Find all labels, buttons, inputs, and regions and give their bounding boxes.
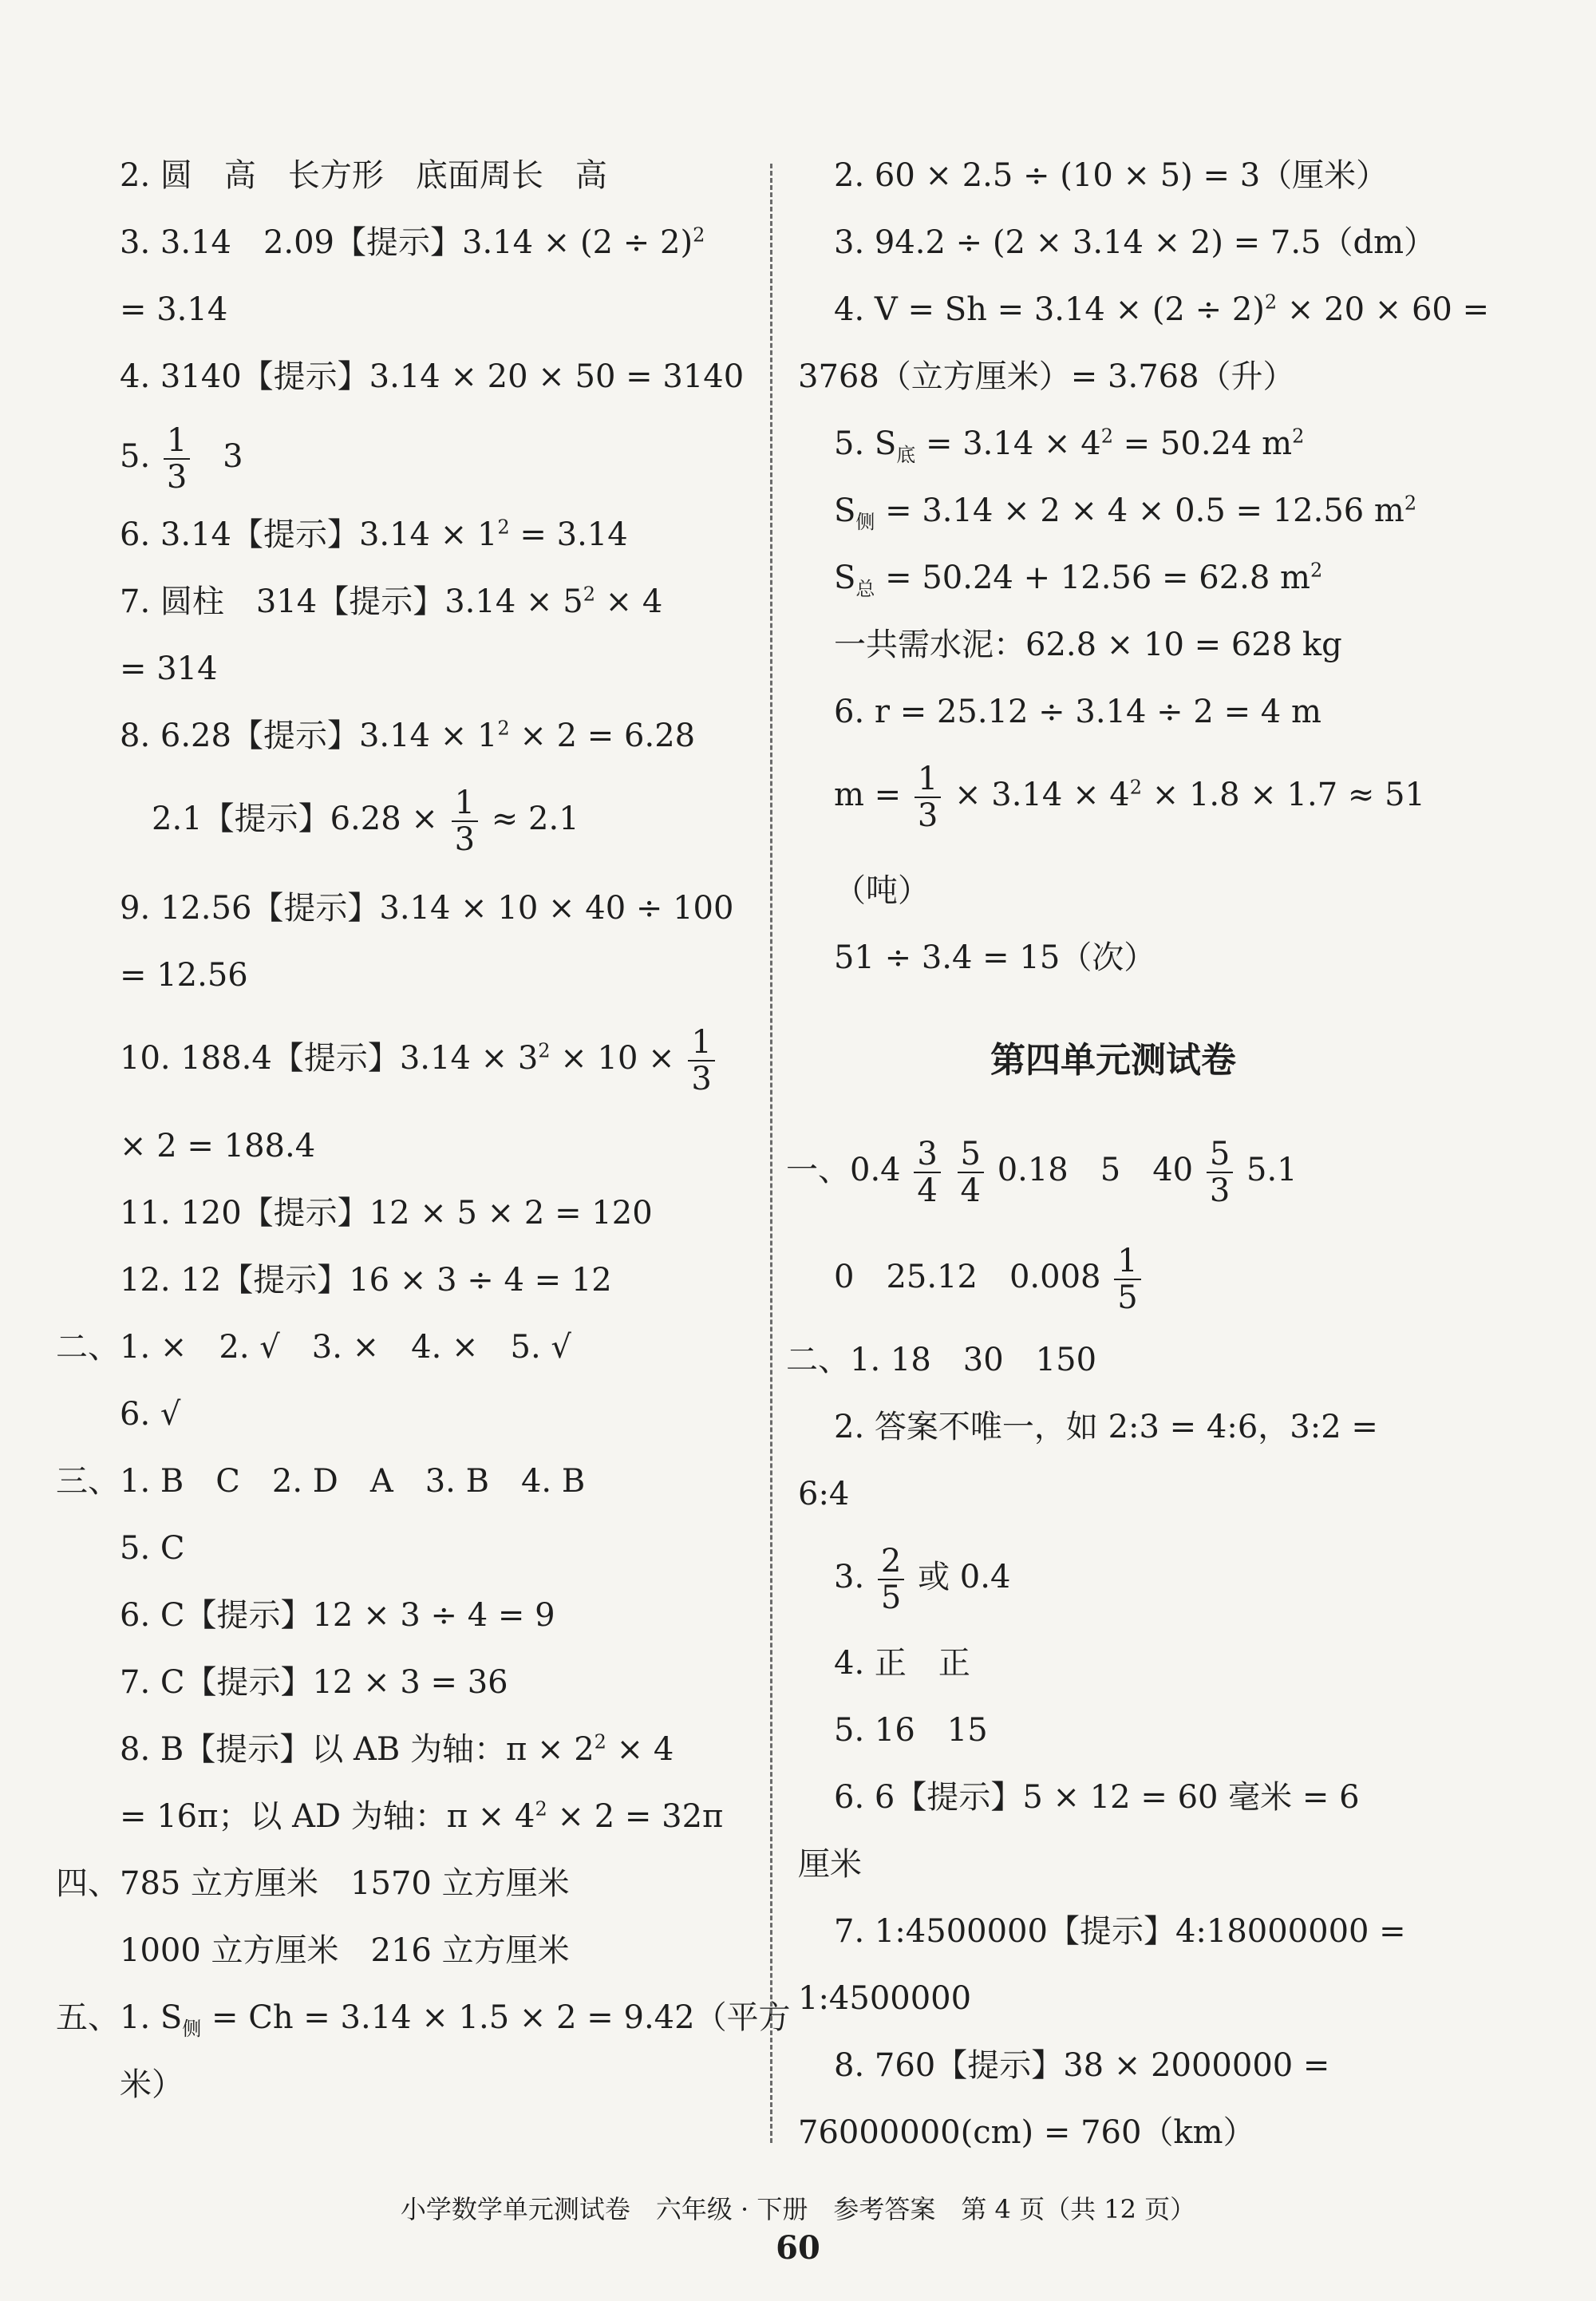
answer-line: 7. C【提示】12 × 3 = 36 bbox=[120, 1664, 508, 1701]
answer-line: $S_总 = 50.24 + 12.56 = 62.8$ $m^2$ bbox=[834, 559, 1323, 600]
answer-line: 2. 答案不唯一，如 2:3 = 4:6，3:2 = bbox=[834, 1409, 1378, 1445]
fraction: $\frac{1}{3}$ bbox=[164, 425, 190, 493]
answer-line: = 16π；以 AD 为轴：$\pi \times 4^2 \times 2 = 32\pi$ bbox=[120, 1797, 724, 1835]
fraction: $\frac{5}{3}$ bbox=[1207, 1138, 1233, 1207]
answer-line: 5. C bbox=[120, 1530, 185, 1567]
fraction: $\frac{1}{3}$ bbox=[452, 787, 478, 856]
answer-line: 2. 圆 高 长方形 底面周长 高 bbox=[120, 157, 607, 194]
answer-line: $S_侧 = 3.14 \times 2 \times 4 \times 0.5 = 12.56$ $m^2$ bbox=[834, 492, 1417, 533]
answer-line: （吨） bbox=[834, 872, 930, 909]
answer-line: 6:4 bbox=[798, 1476, 850, 1512]
answer-line: 6. 3.14【提示】$3.14 \times 1^2 = 3.14$ bbox=[120, 516, 628, 553]
answer-line: 3768（立方厘米）= 3.768（升） bbox=[798, 358, 1295, 395]
answer-line: 10. 188.4【提示】$3.14 \times 3^2 \times 10$ × $\frac{1}{3}$ bbox=[120, 1026, 718, 1090]
answer-line: = 3.14 bbox=[120, 291, 228, 328]
answer-line: 米） bbox=[120, 2066, 184, 2103]
footer-caption: 小学数学单元测试卷 六年级 · 下册 参考答案 第 4 页（共 12 页） bbox=[400, 2194, 1196, 2224]
answer-line: 五、1. $S_侧 = Ch = 3.14 \times 1.5 \times 2 = 9.42$（平方 bbox=[56, 1999, 791, 2040]
column-divider bbox=[770, 164, 772, 2143]
fraction: $\frac{5}{4}$ bbox=[958, 1138, 984, 1207]
answer-line: 二、1. × 2. √ 3. × 4. × 5. √ bbox=[56, 1329, 571, 1366]
answer-line: 7. 1:4500000【提示】4:18000000 = bbox=[834, 1913, 1406, 1950]
answer-line: 厘米 bbox=[798, 1846, 862, 1883]
fraction: $\frac{3}{4}$ bbox=[914, 1138, 940, 1207]
answer-line: 3. 3.14 2.09【提示】$3.14 \times (2 \div 2)^2$ bbox=[120, 223, 705, 261]
answer-line: 2.1【提示】6.28 × $\frac{1}{3}$ ≈ 2.1 bbox=[152, 785, 579, 858]
answer-line: 5. $S_底 = 3.14 \times 4^2 = 50.24$ $m^2$ bbox=[834, 425, 1305, 466]
answer-line: 12. 12【提示】16 × 3 ÷ 4 = 12 bbox=[120, 1262, 612, 1299]
page-number: 60 bbox=[776, 2229, 820, 2267]
answer-line: 6. r = 25.12 ÷ 3.14 ÷ 2 = 4 m bbox=[834, 694, 1321, 730]
answer-line: 8. 6.28【提示】$3.14 \times 1^2 \times 2 = 6.28$ bbox=[120, 717, 696, 754]
answer-line: 8. B【提示】以 AB 为轴：$\pi \times 2^2 \times 4$ bbox=[120, 1730, 674, 1768]
answer-line: 6. C【提示】12 × 3 ÷ 4 = 9 bbox=[120, 1597, 555, 1634]
answer-line: 6. √ bbox=[120, 1396, 181, 1433]
answer-line: 三、1. B C 2. D A 3. B 4. B bbox=[56, 1463, 586, 1500]
answer-line: 76000000(cm) = 760（km） bbox=[798, 2114, 1255, 2151]
answer-line: 1000 立方厘米 216 立方厘米 bbox=[120, 1932, 570, 1969]
fraction: $\frac{1}{5}$ bbox=[1114, 1245, 1140, 1314]
answer-line: 一、0.4 $\frac{3}{4}$ $\frac{5}{4}$ 0.18 5 40 $\frac{5}{3}$ 5.1 bbox=[786, 1136, 1298, 1209]
answer-line: 5. 16 15 bbox=[834, 1712, 988, 1749]
answer-line: 0 25.12 0.008 $\frac{1}{5}$ bbox=[834, 1245, 1144, 1309]
answer-line: 4. $V = Sh = 3.14 \times (2 \div 2)^2 \times 20 \times 60$ = bbox=[834, 291, 1490, 328]
answer-line: 9. 12.56【提示】3.14 × 10 × 40 ÷ 100 bbox=[120, 890, 734, 927]
answer-line: 7. 圆柱 314【提示】$3.14 \times 5^2 \times 4$ bbox=[120, 583, 663, 620]
answer-line: 3. 94.2 ÷ (2 × 3.14 × 2) = 7.5（dm） bbox=[834, 224, 1436, 261]
answer-line: 11. 120【提示】12 × 5 × 2 = 120 bbox=[120, 1195, 653, 1232]
answer-line: = 314 bbox=[120, 650, 218, 687]
answer-line: × 2 = 188.4 bbox=[120, 1128, 316, 1164]
answer-line: m = $\frac{1}{3}$ × $3.14 \times 4^2 \times 1.8 \times 1.7 \approx 51$ bbox=[834, 761, 1425, 834]
answer-line: 8. 760【提示】38 × 2000000 = bbox=[834, 2047, 1330, 2084]
fraction: $\frac{2}{5}$ bbox=[878, 1545, 904, 1614]
answer-line: 4. 正 正 bbox=[834, 1645, 970, 1682]
fraction: $\frac{1}{3}$ bbox=[915, 763, 941, 832]
answer-line: 51 ÷ 3.4 = 15（次） bbox=[834, 939, 1156, 976]
answer-line: 一共需水泥：62.8 × 10 = 628 kg bbox=[834, 627, 1342, 663]
answer-line: 四、785 立方厘米 1570 立方厘米 bbox=[56, 1865, 570, 1902]
answer-line: 3. $\frac{2}{5}$ 或 0.4 bbox=[834, 1543, 1011, 1616]
answer-line: = 12.56 bbox=[120, 957, 248, 994]
section-title: 第四单元测试卷 bbox=[990, 1040, 1236, 1081]
answer-line: 4. 3140【提示】3.14 × 20 × 50 = 3140 bbox=[120, 358, 745, 395]
answer-line: 5. $\frac{1}{3}$ 3 bbox=[120, 422, 243, 496]
fraction: $\frac{1}{3}$ bbox=[688, 1026, 714, 1095]
answer-line: 1:4500000 bbox=[798, 1980, 972, 2017]
answer-line: 6. 6【提示】5 × 12 = 60 毫米 = 6 bbox=[834, 1779, 1360, 1816]
answer-line: 2. 60 × 2.5 ÷ (10 × 5) = 3（厘米） bbox=[834, 157, 1389, 194]
answer-line: 二、1. 18 30 150 bbox=[786, 1342, 1097, 1378]
